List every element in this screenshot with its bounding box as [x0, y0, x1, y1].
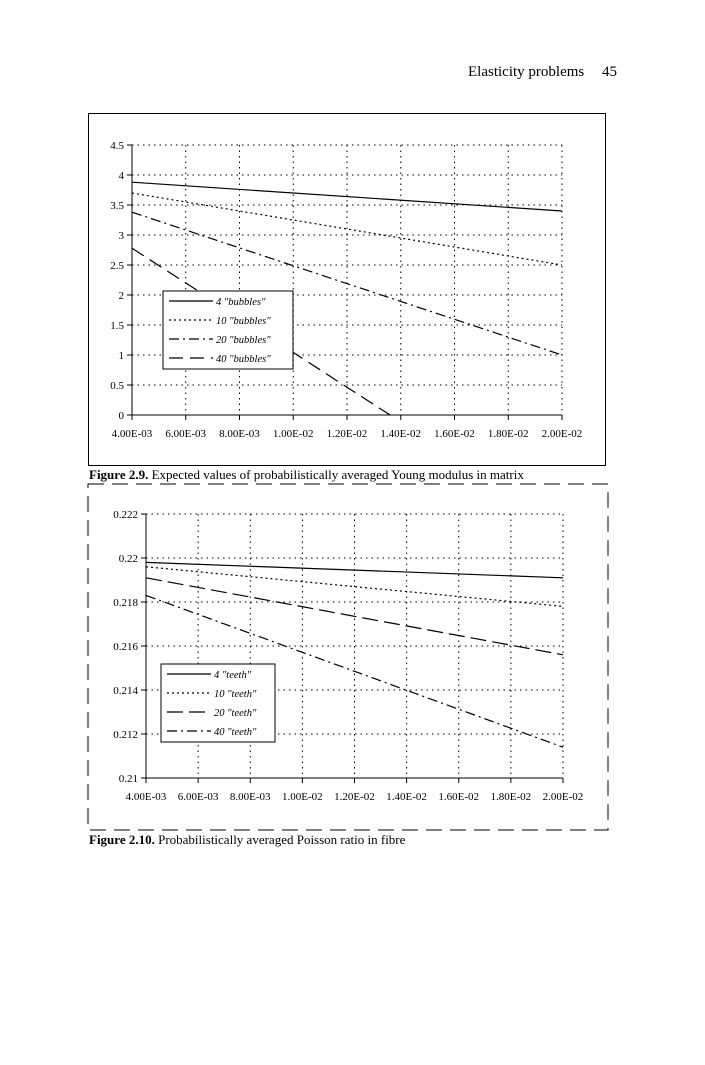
legend-label-1: 10 "bubbles" — [216, 316, 271, 327]
x-tick-label: 1.00E-02 — [282, 791, 323, 803]
figure-2-10-text: Probabilistically averaged Poisson ratio in fibre — [158, 832, 406, 847]
x-tick-label: 2.00E-02 — [541, 428, 583, 440]
x-tick-label: 4.00E-03 — [125, 791, 167, 803]
x-tick-label: 1.20E-02 — [334, 791, 375, 803]
y-tick-label: 2.5 — [110, 260, 124, 272]
legend-label-1: 10 "teeth" — [214, 689, 257, 700]
x-tick-label: 1.40E-02 — [386, 791, 427, 803]
x-tick-label: 4.00E-03 — [111, 428, 153, 440]
x-tick-label: 1.60E-02 — [434, 428, 475, 440]
page-number: 45 — [602, 64, 617, 80]
x-tick-label: 1.80E-02 — [490, 791, 532, 803]
legend-label-0: 4 "bubbles" — [216, 297, 266, 308]
y-tick-label: 2 — [118, 290, 124, 302]
x-tick-label: 8.00E-03 — [229, 791, 271, 803]
x-tick-label: 1.60E-02 — [438, 791, 480, 803]
figure-2-9-text: Expected values of probabilistically averaged Young modulus in matrix — [151, 467, 524, 482]
legend-label-2: 20 "bubbles" — [216, 335, 271, 346]
figure-2-10-label: Figure 2.10. — [89, 832, 155, 847]
y-tick-label: 3 — [118, 230, 124, 242]
legend-label-2: 20 "teeth" — [214, 708, 257, 719]
y-tick-label: 0.222 — [113, 509, 138, 521]
x-tick-label: 1.20E-02 — [326, 428, 368, 440]
y-tick-label: 4.5 — [110, 140, 124, 152]
x-tick-label: 1.40E-02 — [380, 428, 422, 440]
y-tick-label: 0.218 — [113, 597, 138, 609]
figure-2-9-caption — [89, 467, 524, 483]
x-tick-label: 1.80E-02 — [487, 428, 529, 440]
y-tick-label: 4 — [118, 170, 124, 182]
x-tick-label: 8.00E-03 — [219, 428, 260, 440]
legend-label-3: 40 "teeth" — [214, 727, 257, 738]
chart-poisson-ratio — [113, 509, 583, 803]
x-tick-label: 6.00E-03 — [177, 791, 219, 803]
y-tick-label: 1.5 — [110, 320, 124, 332]
chart-young-modulus — [110, 140, 582, 440]
y-tick-label: 1 — [118, 350, 124, 362]
legend-label-0: 4 "teeth" — [214, 670, 252, 681]
y-tick-label: 0.212 — [113, 729, 138, 741]
y-tick-label: 0 — [118, 410, 124, 422]
legend-label-3: 40 "bubbles" — [216, 354, 271, 365]
y-tick-label: 0.22 — [118, 553, 138, 565]
y-tick-label: 0.5 — [110, 380, 124, 392]
figure-2-9-label: Figure 2.9. — [89, 467, 149, 482]
y-tick-label: 0.21 — [118, 773, 138, 785]
x-tick-label: 6.00E-03 — [165, 428, 207, 440]
y-tick-label: 0.216 — [113, 641, 138, 653]
x-tick-label: 2.00E-02 — [542, 791, 584, 803]
header-title: Elasticity problems — [468, 64, 585, 80]
y-tick-label: 3.5 — [110, 200, 124, 212]
y-tick-label: 0.214 — [113, 685, 138, 697]
x-tick-label: 1.00E-02 — [272, 428, 314, 440]
series-line-2 — [146, 578, 563, 655]
figure-2-10-caption — [89, 832, 405, 848]
